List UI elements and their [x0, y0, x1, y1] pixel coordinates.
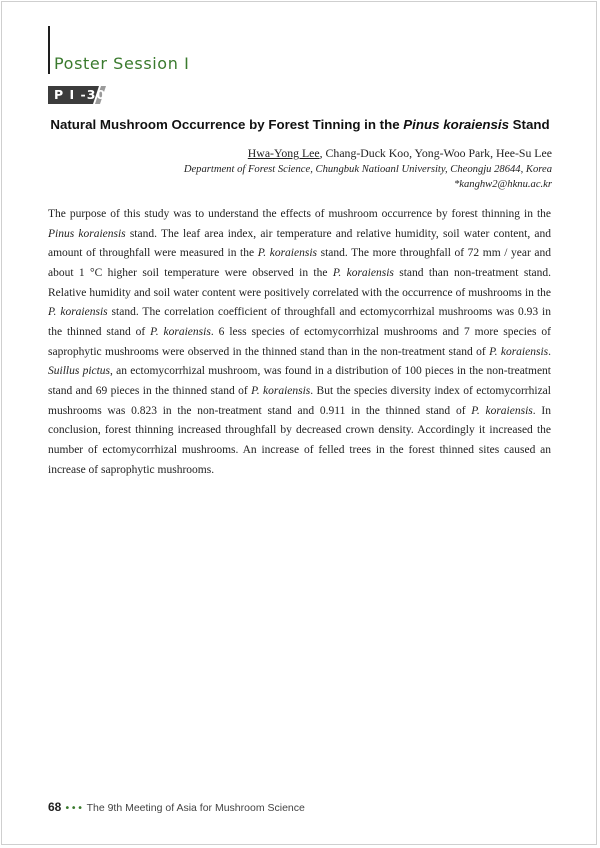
- page-number: 68: [48, 800, 62, 814]
- poster-number-badge: [48, 86, 106, 104]
- species-name: P. koraiensis: [471, 404, 533, 417]
- footer-dots-icon: •••: [64, 803, 84, 814]
- abstract-text: stand than non-treatment stand. Relative humidity and soil water content were positively correlated with the occurrence of mushrooms in the: [48, 266, 551, 299]
- species-name: P. koraiensis: [48, 306, 108, 319]
- title-species: Pinus koraiensis: [403, 117, 509, 132]
- abstract-text: , an ectomycorrhizal mushroom, was found in a distribution of 100 pieces in the non-treatment stand and 69 pieces in the thinned stand of: [48, 365, 551, 397]
- species-name: Pinus koraiensis: [48, 227, 126, 240]
- section-title: Poster Session I: [54, 54, 190, 73]
- presenting-author: Hwa-Yong Lee: [247, 146, 320, 160]
- affiliation: Department of Forest Science, Chungbuk Natioanl University, Cheongju 28644, Korea: [183, 164, 552, 175]
- species-name: P. koraiensis: [251, 384, 311, 397]
- abstract-text: stand. The leaf area index, air temperature and relative humidity, soil water content, and amount of throughfall were measured in the: [48, 227, 551, 260]
- title-suffix: Stand: [508, 117, 550, 132]
- abstract-text: . 6 less species of ectomycorrhizal mushrooms and 7 more species of saprophytic mushrooms were observed in the thinned stand than in the non-treatment stand of: [48, 325, 551, 358]
- species-name: Suillus pictus: [48, 365, 111, 378]
- abstract-text: stand. The more throughfall of 72 mm / year and about 1 °C higher soil temperature were observed in the: [48, 247, 551, 279]
- species-name: P. koraiensis: [150, 325, 211, 338]
- co-authors: , Chang-Duck Koo, Yong-Woo Park, Hee-Su Lee: [319, 146, 552, 160]
- abstract-text: .: [548, 345, 551, 358]
- abstract-text: . In conclusion, forest thinning increased throughfall by decreased crown density. Accordingly it increased the number of ectomycorrhizal mushrooms. An increase of felled trees in the forest thinned sites caused an increase of saprophytic mushrooms.: [48, 404, 551, 476]
- abstract-text: . But the species diversity index of ectomycorrhizal mushrooms was 0.823 in the non-treatment stand and 0.911 in the thinned stand of: [48, 384, 551, 417]
- species-name: P. koraiensis: [332, 266, 394, 279]
- abstract-body: [48, 205, 551, 480]
- corresponding-email: *kanghw2@hknu.ac.kr: [453, 179, 552, 190]
- page-footer: [48, 798, 305, 816]
- paper-title: [0, 117, 600, 132]
- author-list: [248, 146, 552, 161]
- abstract-text: The purpose of this study was to understand the effects of mushroom occurrence by forest thinning in the: [48, 208, 551, 220]
- species-name: P. koraiensis: [257, 247, 317, 260]
- conference-name: The 9th Meeting of Asia for Mushroom Science: [86, 802, 305, 814]
- title-prefix: Natural Mushroom Occurrence by Forest Tinning in the: [50, 117, 404, 132]
- abstract-text: stand. The correlation coefficient of throughfall and ectomycorrhizal mushrooms was 0.93 in the thinned stand of: [48, 306, 551, 338]
- section-bar: [48, 26, 50, 74]
- badge-label: P I -30: [54, 87, 107, 102]
- species-name: P. koraiensis: [489, 345, 549, 358]
